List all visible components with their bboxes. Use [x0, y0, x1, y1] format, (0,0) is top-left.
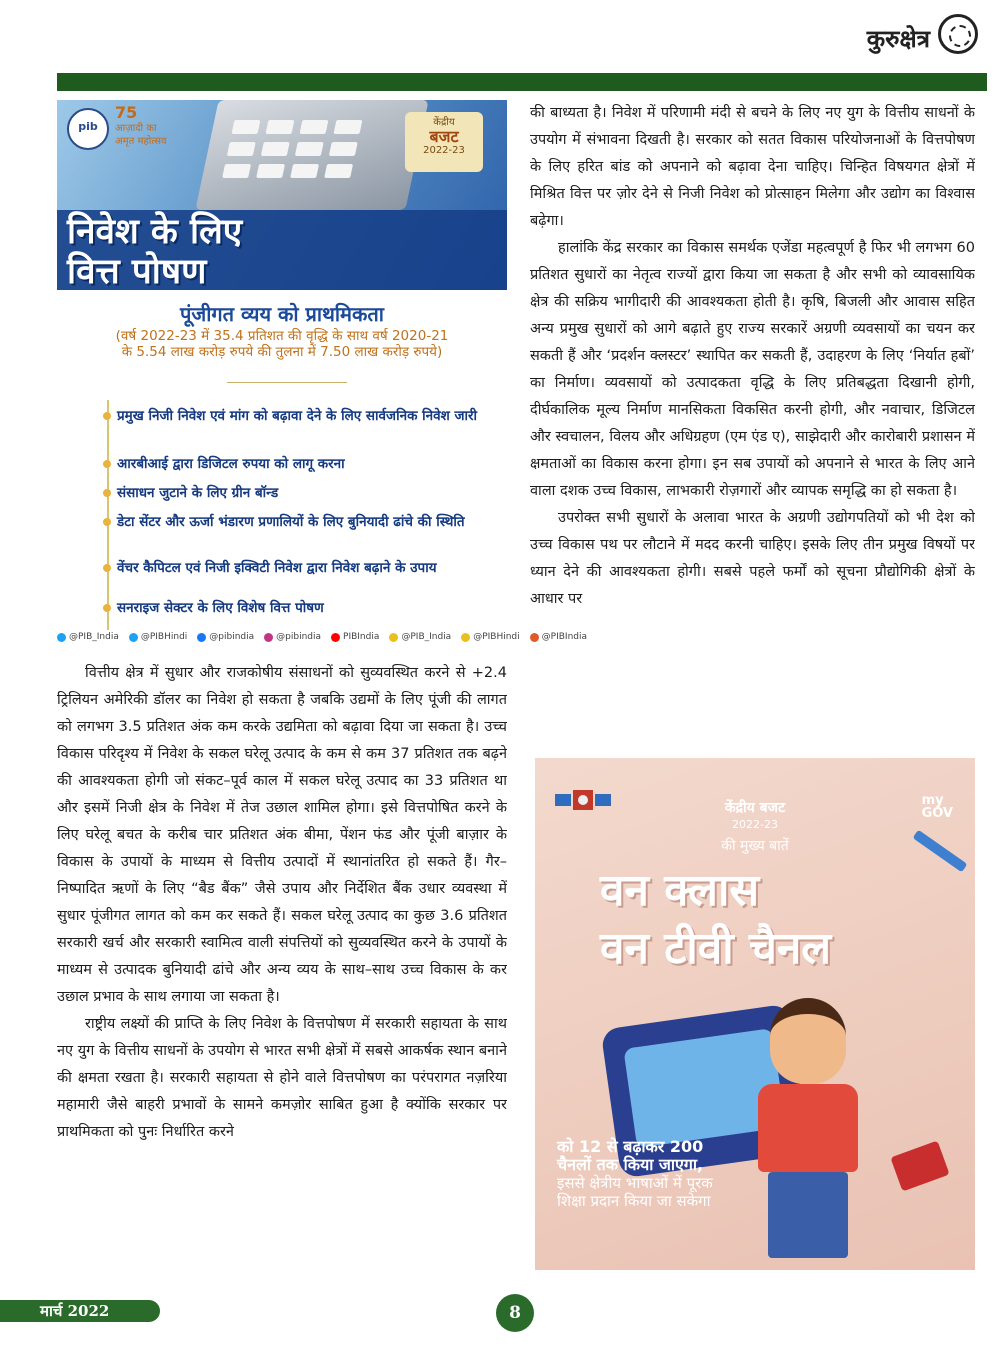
- infographic-subnote: [57, 328, 507, 360]
- social-platform-icon: [389, 633, 398, 642]
- social-handle: [264, 632, 321, 642]
- social-platform-icon: [331, 633, 340, 642]
- azadi-line-2: आज़ादी का: [115, 123, 157, 134]
- poster-subheading: की मुख्य बातें: [721, 838, 789, 854]
- mygov-logo: [922, 794, 953, 820]
- paragraph: हालांकि केंद्र सरकार का विकास समर्थक एजेंडा महत्वपूर्ण है फिर भी लगभग 60 प्रतिशत सुधारों का नेतृत्व राज्यों द्वारा किया जा सकता है और सभी को व्यावसायिक क्षेत्र की सक्रिय भागीदारी की आवश्यकता होती है। कृषि, बिजली और आवास सहित अन्य प्रमुख सुधारों को आगे बढ़ाते हुए राज्य सरकारें अग्रणी व्यवसायों का चयन कर सकती हैं और ‘प्रदर्शन क्लस्टर’ स्थापित कर सकती हैं, उदाहरण के लिए ‘निर्यात हबों’ का निर्माण। व्यवसायों को उत्पादकता वृद्धि के लिए प्रतिबद्धता दिखानी होगी, दीर्घकालिक मूल्य निर्माण मानसिकता विकसित करनी होगी, और नवाचार, डिजिटल और स्वचालन, विलय और अधिग्रहण (एम एंड ए), साझेदारी और कारोबारी प्रशासन में क्षमताओं का विकास करना होगा। इन सब उपायों को अपनाने से भारत के लिए आने वाला दशक उच्च विकास, लाभकारी रोज़गारों और व्यापक समृद्धि का हो सकता है।: [530, 240, 975, 499]
- masthead-title: कुरुक्षेत्र: [866, 24, 930, 53]
- seal-line-1: केंद्रीय: [433, 117, 455, 128]
- poster-year: 2022-23: [732, 818, 778, 831]
- bullet-item: डेटा सेंटर और ऊर्जा भंडारण प्रणालियों के लिए बुनियादी ढांचे की स्थिति: [117, 514, 507, 531]
- social-handle-text: @pibindia: [209, 632, 255, 642]
- paragraph: राष्ट्रीय लक्ष्यों की प्राप्ति के लिए निवेश के वित्तपोषण में सरकारी सहायता के साथ नए युग के वित्तीय साधनों के उपयोग से भारत सभी क्षेत्रों में सबसे आकर्षक स्थान बनाने की क्षमता रखता है। सरकारी सहायता से होने वाले वित्तपोषण का परंपरागत नज़रिया महामारी जैसे बाहरी प्रभावों के सामने कमज़ोर साबित हुआ है क्योंकि सरकार पर प्राथमिकता को पुनः निर्धारित करने: [57, 1016, 507, 1140]
- divider: [227, 382, 347, 383]
- book-icon: [890, 1141, 949, 1192]
- social-handle: [129, 632, 187, 642]
- issue-date: मार्च 2022: [40, 1302, 110, 1320]
- bullet-item: सनराइज सेक्टर के लिए विशेष वित्त पोषण: [117, 600, 507, 617]
- social-handle: [461, 632, 519, 642]
- social-handle-text: @PIBIndia: [541, 632, 587, 642]
- seal-line-2: बजट: [429, 127, 459, 146]
- emblem-wheel-icon: [938, 14, 978, 54]
- subnote-line-1: (वर्ष 2022-23 में 35.4 प्रतिशत की वृद्धि के साथ वर्ष 2020-21: [115, 328, 449, 344]
- calculator-image: [195, 100, 428, 210]
- seal-line-3: 2022-23: [423, 145, 465, 156]
- bullet-item: वेंचर कैपिटल एवं निजी इक्विटी निवेश द्वारा निवेश बढ़ाने के उपाय: [117, 560, 507, 577]
- social-handle-text: @PIBHindi: [473, 632, 520, 642]
- social-platform-icon: [129, 633, 138, 642]
- social-handle-text: @pibindia: [276, 632, 322, 642]
- caption-line-3: इससे क्षेत्रीय भाषाओं में पूरक: [557, 1174, 713, 1192]
- subnote-line-2: के 5.54 लाख करोड़ रुपये की तुलना में 7.50 लाख करोड़ रुपये): [121, 344, 443, 360]
- azadi-amrit-mahotsav-logo: [115, 103, 190, 148]
- poster-heading: केंद्रीय बजट: [724, 800, 786, 816]
- left-body-column: [57, 660, 507, 1280]
- social-handle: [197, 632, 254, 642]
- social-platform-icon: [461, 633, 470, 642]
- title-line-2: वित्त पोषण: [67, 252, 207, 290]
- caption-line-2: चैनलों तक किया जाएगा,: [557, 1155, 704, 1174]
- paragraph: उपरोक्त सभी सुधारों के अलावा भारत के अग्रणी उद्योगपतियों को भी देश को उच्च विकास पथ पर लौटाने में मदद करनी चाहिए। इसके लिए तीन प्रमुख विषयों पर ध्यान देने की आवश्यकता होगी। सबसे पहले फर्मों को सूचना प्रौद्योगिकी क्षेत्रों के आधार पर: [530, 510, 975, 607]
- social-handle-text: @PIB_India: [69, 632, 119, 642]
- infographic-subheading: पूंजीगत व्यय को प्राथमिकता: [180, 302, 384, 326]
- social-handle-text: @PIBHindi: [140, 632, 188, 642]
- social-handle-text: @PIB_India: [401, 632, 452, 642]
- paragraph: की बाध्यता है। निवेश में परिणामी मंदी से बचने के लिए नए युग के वित्तीय साधनों के उपयोग में संभावना दिखती है। सरकार को सतत विकास परियोजनाओं के वित्तपोषण के लिए हरित बांड को अपनाने को बढ़ावा देना चाहिए। चिन्हित विषयगत क्षेत्रों में मिश्रित वित्त पर ज़ोर देने से निजी निवेश को प्रोत्साहन मिलेगा और उद्योग का विश्वास बढ़ेगा।: [530, 105, 975, 229]
- infographic-box: [57, 100, 587, 660]
- azadi-line-3: अमृत महोत्सव: [115, 136, 167, 147]
- social-platform-icon: [57, 633, 66, 642]
- infographic-title: [67, 212, 242, 290]
- right-body-column: [530, 100, 975, 740]
- social-platform-icon: [197, 633, 206, 642]
- poster-big-title-line-2: वन टीवी चैनल: [600, 923, 832, 974]
- title-line-1: निवेश के लिए: [67, 212, 243, 252]
- social-handle-text: PIBIndia: [343, 632, 380, 642]
- social-handle: [389, 632, 451, 642]
- page-number: 8: [496, 1294, 534, 1332]
- social-handles-row: [57, 632, 587, 642]
- bullet-item: संसाधन जुटाने के लिए ग्रीन बॉन्ड: [117, 485, 507, 502]
- bullet-item: आरबीआई द्वारा डिजिटल रुपया को लागू करना: [117, 456, 507, 473]
- social-handle: [57, 632, 119, 642]
- social-platform-icon: [264, 633, 273, 642]
- pib-logo: pib: [67, 108, 109, 150]
- mygov-line-2: GOV: [921, 806, 953, 821]
- header-rule: [57, 73, 987, 91]
- poster-big-title-line-1: वन क्लास: [600, 865, 760, 916]
- budget-poster: [535, 758, 975, 1270]
- bullet-item: प्रमुख निजी निवेश एवं मांग को बढ़ावा देने के लिए सार्वजनिक निवेश जारी: [117, 408, 507, 425]
- boy-illustration: [750, 998, 870, 1268]
- bullet-timeline-line: [107, 400, 109, 630]
- infographic-banner: [57, 100, 507, 290]
- poster-caption: [557, 1138, 757, 1210]
- paragraph: वित्तीय क्षेत्र में सुधार और राजकोषीय संसाधनों को सुव्यवस्थित करने से +2.4 ट्रिलियन अमेरिकी डॉलर का निवेश हो सकता है जबकि उद्यमों के लिए पूंजी की लागत को लगभग 3.5 प्रतिशत अंक कम करके उद्यमिता को बढ़ावा दिया जा सकता है। उच्च विकास परिदृश्य में निवेश के सकल घरेलू उत्पाद के कम से कम 37 प्रतिशत तक बढ़ने की आवश्यकता होगी जो संकट–पूर्व काल में सकल घरेलू उत्पाद का 33 प्रतिशत था और इसमें निजी क्षेत्र के निवेश में तेज उछाल शामिल होगा। इसे वित्तपोषित करने के लिए घरेलू बचत के करीब चार प्रतिशत अंक बीमा, पेंशन फंड और पूंजी बाज़ार के विकास के उपायों के माध्यम से वित्तीय उत्पादों में स्थानांतरित हो सकते हैं। गैर–निष्पादित ऋणों के लिए “बैड बैंक” जैसे उपाय और निर्देशित बैंक उधार व्यवस्था में सुधार पूंजीगत लागत को कम कर सकते हैं। सकल घरेलू उत्पाद का कुछ 3.6 प्रतिशत सरकारी खर्च और सरकारी स्वामित्व वाली संपत्तियों को सुव्यवस्थित करने के उपायों के माध्यम से उत्पादक बुनियादी ढांचे और अन्य व्यय के साथ–साथ उच्च विकास के कर उछाल प्रभाव के साथ लगाया जा सकता है।: [57, 665, 507, 1005]
- caption-line-4: शिक्षा प्रदान किया जा सकेगा: [557, 1192, 711, 1210]
- social-handle: [331, 632, 379, 642]
- caption-line-1: को 12 से बढ़ाकर 200: [557, 1137, 704, 1156]
- mygov-line-1: my: [921, 793, 944, 808]
- azadi-number: 75: [115, 103, 138, 122]
- budget-seal: [405, 112, 483, 172]
